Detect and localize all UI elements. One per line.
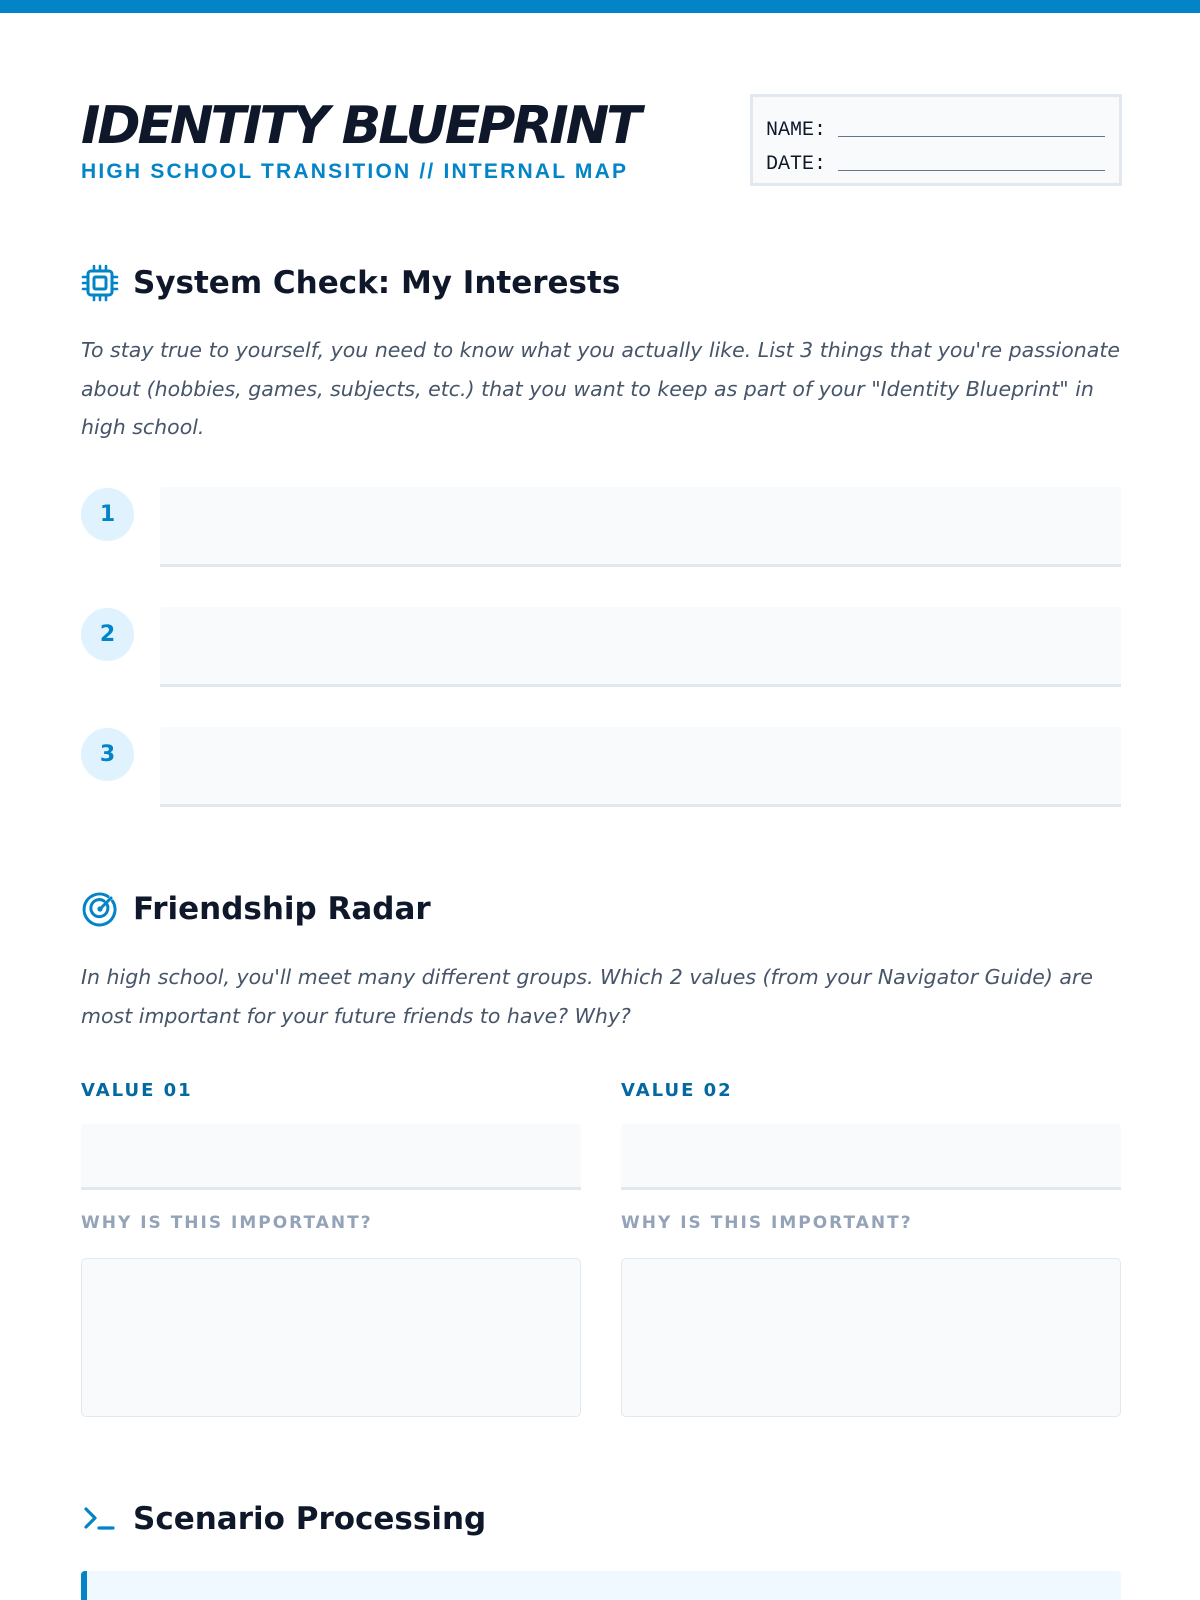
interests-description: To stay true to yourself, you need to know what you actually like. List 3 things that you're passionate about (hobbies, games, subjects, etc.) that you want to keep as part of your "Identity Blueprint" in high school.: [81, 338, 1121, 439]
date-field[interactable]: [838, 147, 1105, 171]
value-01-why-textarea[interactable]: [81, 1258, 581, 1417]
name-field[interactable]: [838, 113, 1105, 137]
radar-icon: [81, 890, 119, 928]
value-02-why-label: WHY IS THIS IMPORTANT?: [621, 1213, 913, 1233]
item-number-badge: 1: [81, 488, 134, 541]
interest-input-2[interactable]: [160, 607, 1121, 687]
name-date-box: [750, 94, 1122, 186]
date-row: [766, 143, 1105, 177]
friendship-section-title: Friendship Radar: [133, 891, 431, 927]
date-label: DATE:: [766, 153, 827, 176]
value-02-input[interactable]: [621, 1124, 1121, 1190]
scenario-section-title: Scenario Processing: [133, 1501, 487, 1537]
friendship-section-heading: [81, 890, 431, 928]
item-number-badge: 3: [81, 728, 134, 781]
name-row: [766, 109, 1105, 143]
scenario-section-heading: [81, 1500, 486, 1538]
scenario-panel: [81, 1571, 1121, 1600]
interest-item-1: [81, 487, 1121, 567]
page-title: IDENTITY BLUEPRINT: [81, 96, 639, 156]
top-accent-bar: [0, 0, 1200, 13]
interest-item-3: [81, 727, 1121, 807]
interest-item-2: [81, 607, 1121, 687]
name-label: NAME:: [766, 119, 827, 142]
value-02-why-textarea[interactable]: [621, 1258, 1121, 1417]
friendship-description: In high school, you'll meet many different groups. Which 2 values (from your Navigator Guide) are most important for your future friends to have? Why?: [81, 965, 1093, 1028]
value-01-input[interactable]: [81, 1124, 581, 1190]
interests-section-heading: [81, 264, 620, 302]
page-subtitle: HIGH SCHOOL TRANSITION // INTERNAL MAP: [81, 160, 629, 183]
value-01-why-label: WHY IS THIS IMPORTANT?: [81, 1213, 373, 1233]
worksheet-header: [81, 92, 1121, 192]
value-02-label: VALUE 02: [621, 1080, 733, 1101]
item-number-badge: 2: [81, 608, 134, 661]
interests-section-title: System Check: My Interests: [133, 265, 621, 301]
terminal-icon: [81, 1500, 119, 1538]
chip-icon: [81, 264, 119, 302]
interest-input-3[interactable]: [160, 727, 1121, 807]
interest-input-1[interactable]: [160, 487, 1121, 567]
value-01-label: VALUE 01: [81, 1080, 193, 1101]
